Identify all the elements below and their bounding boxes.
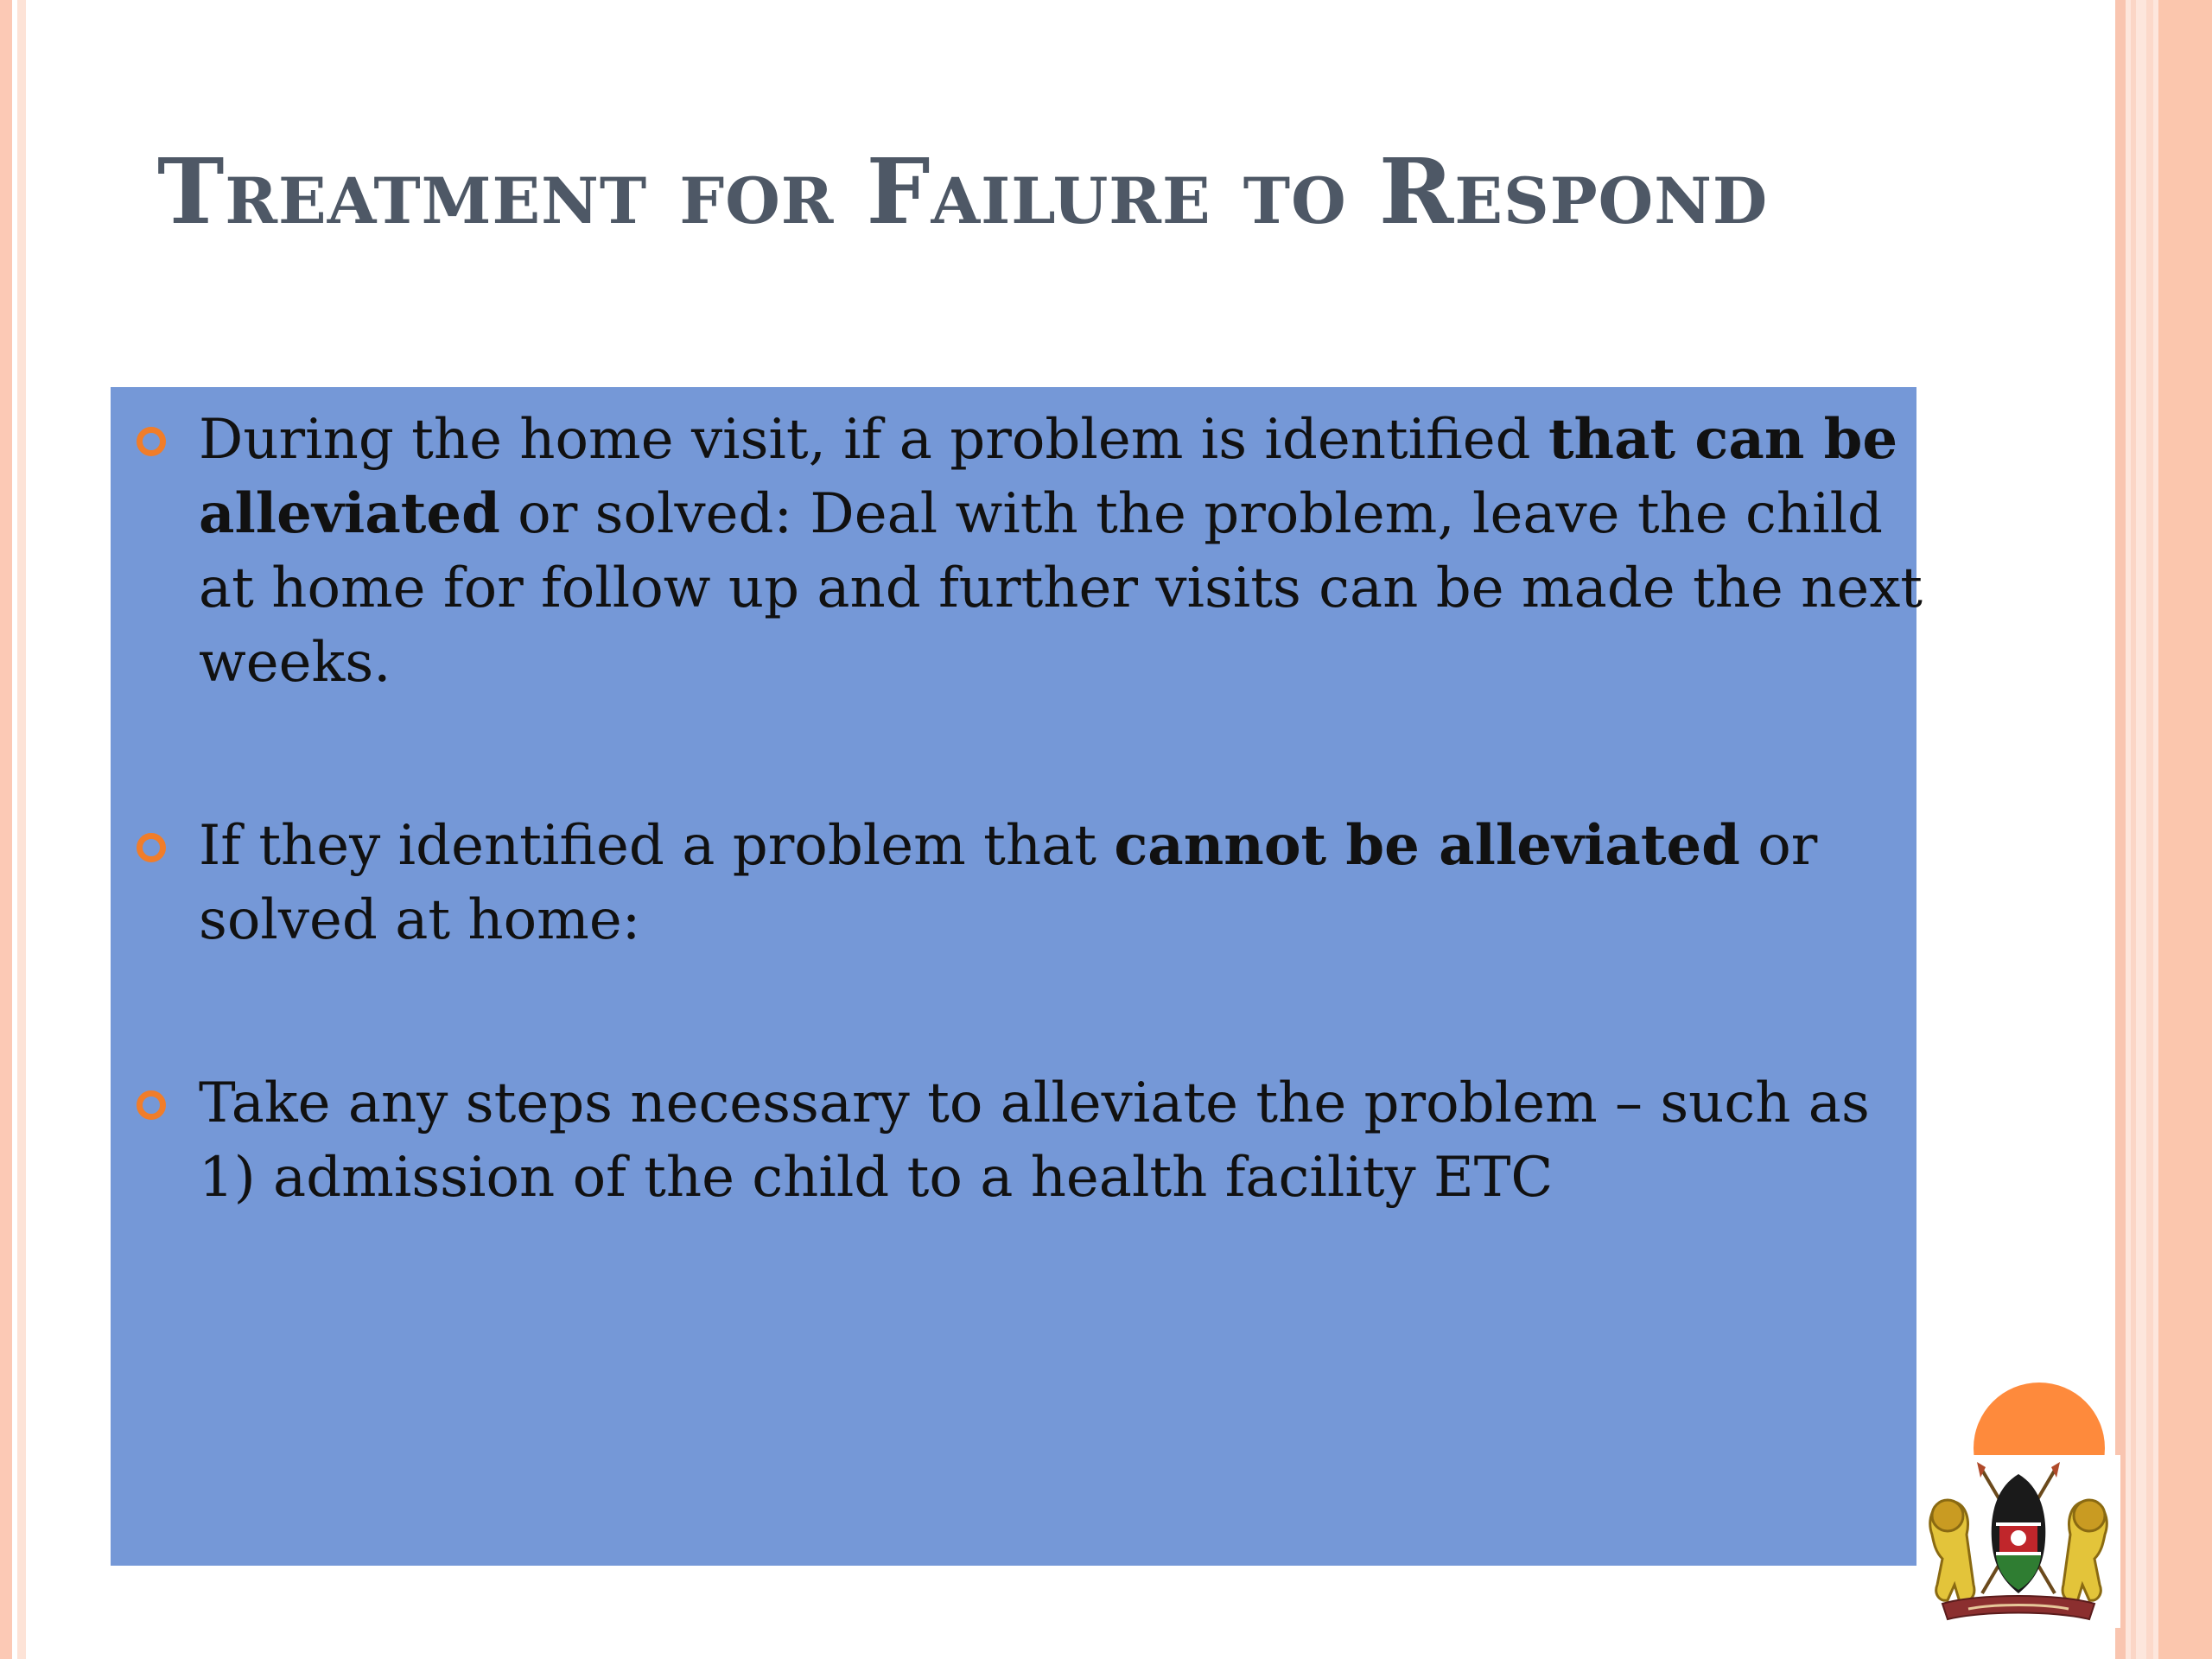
bullet-circle-icon [137,1090,166,1120]
bullet-3-text: Take any steps necessary to alleviate the problem – such as 1) admission of the child to a health facility ETC [199,1071,1870,1210]
right-stripe-2 [2131,0,2136,1659]
bullet-item-1 [199,403,1927,700]
bullet-circle-icon [137,833,166,862]
right-stripe-1 [2115,0,2126,1659]
bullet-1-text-b: or solved: Deal with the problem, leave the child at home for follow up and further visits can be made the next weeks. [199,482,1923,695]
coat-of-arms-icon [1916,1455,2120,1628]
bullet-item-2 [199,809,1927,957]
bullet-2-text-a: If they identified a problem that [199,814,1115,878]
left-decorative-stripe-inner [17,0,26,1659]
bullet-circle-icon [137,427,166,456]
bullet-item-3 [199,1066,1927,1215]
right-stripe-4 [2158,0,2212,1659]
left-decorative-stripe [0,0,12,1659]
bullet-2-bold: cannot be alleviated [1114,813,1740,878]
right-stripe-3 [2146,0,2153,1659]
bullet-1-text-a: During the home visit, if a problem is identified [199,408,1548,472]
bullet-1-bold: that can be alleviated [199,407,1898,546]
slide-title: Treatment for Failure to Respond [157,138,1769,245]
bullet-2-text-b: or solved at home: [199,814,1818,952]
